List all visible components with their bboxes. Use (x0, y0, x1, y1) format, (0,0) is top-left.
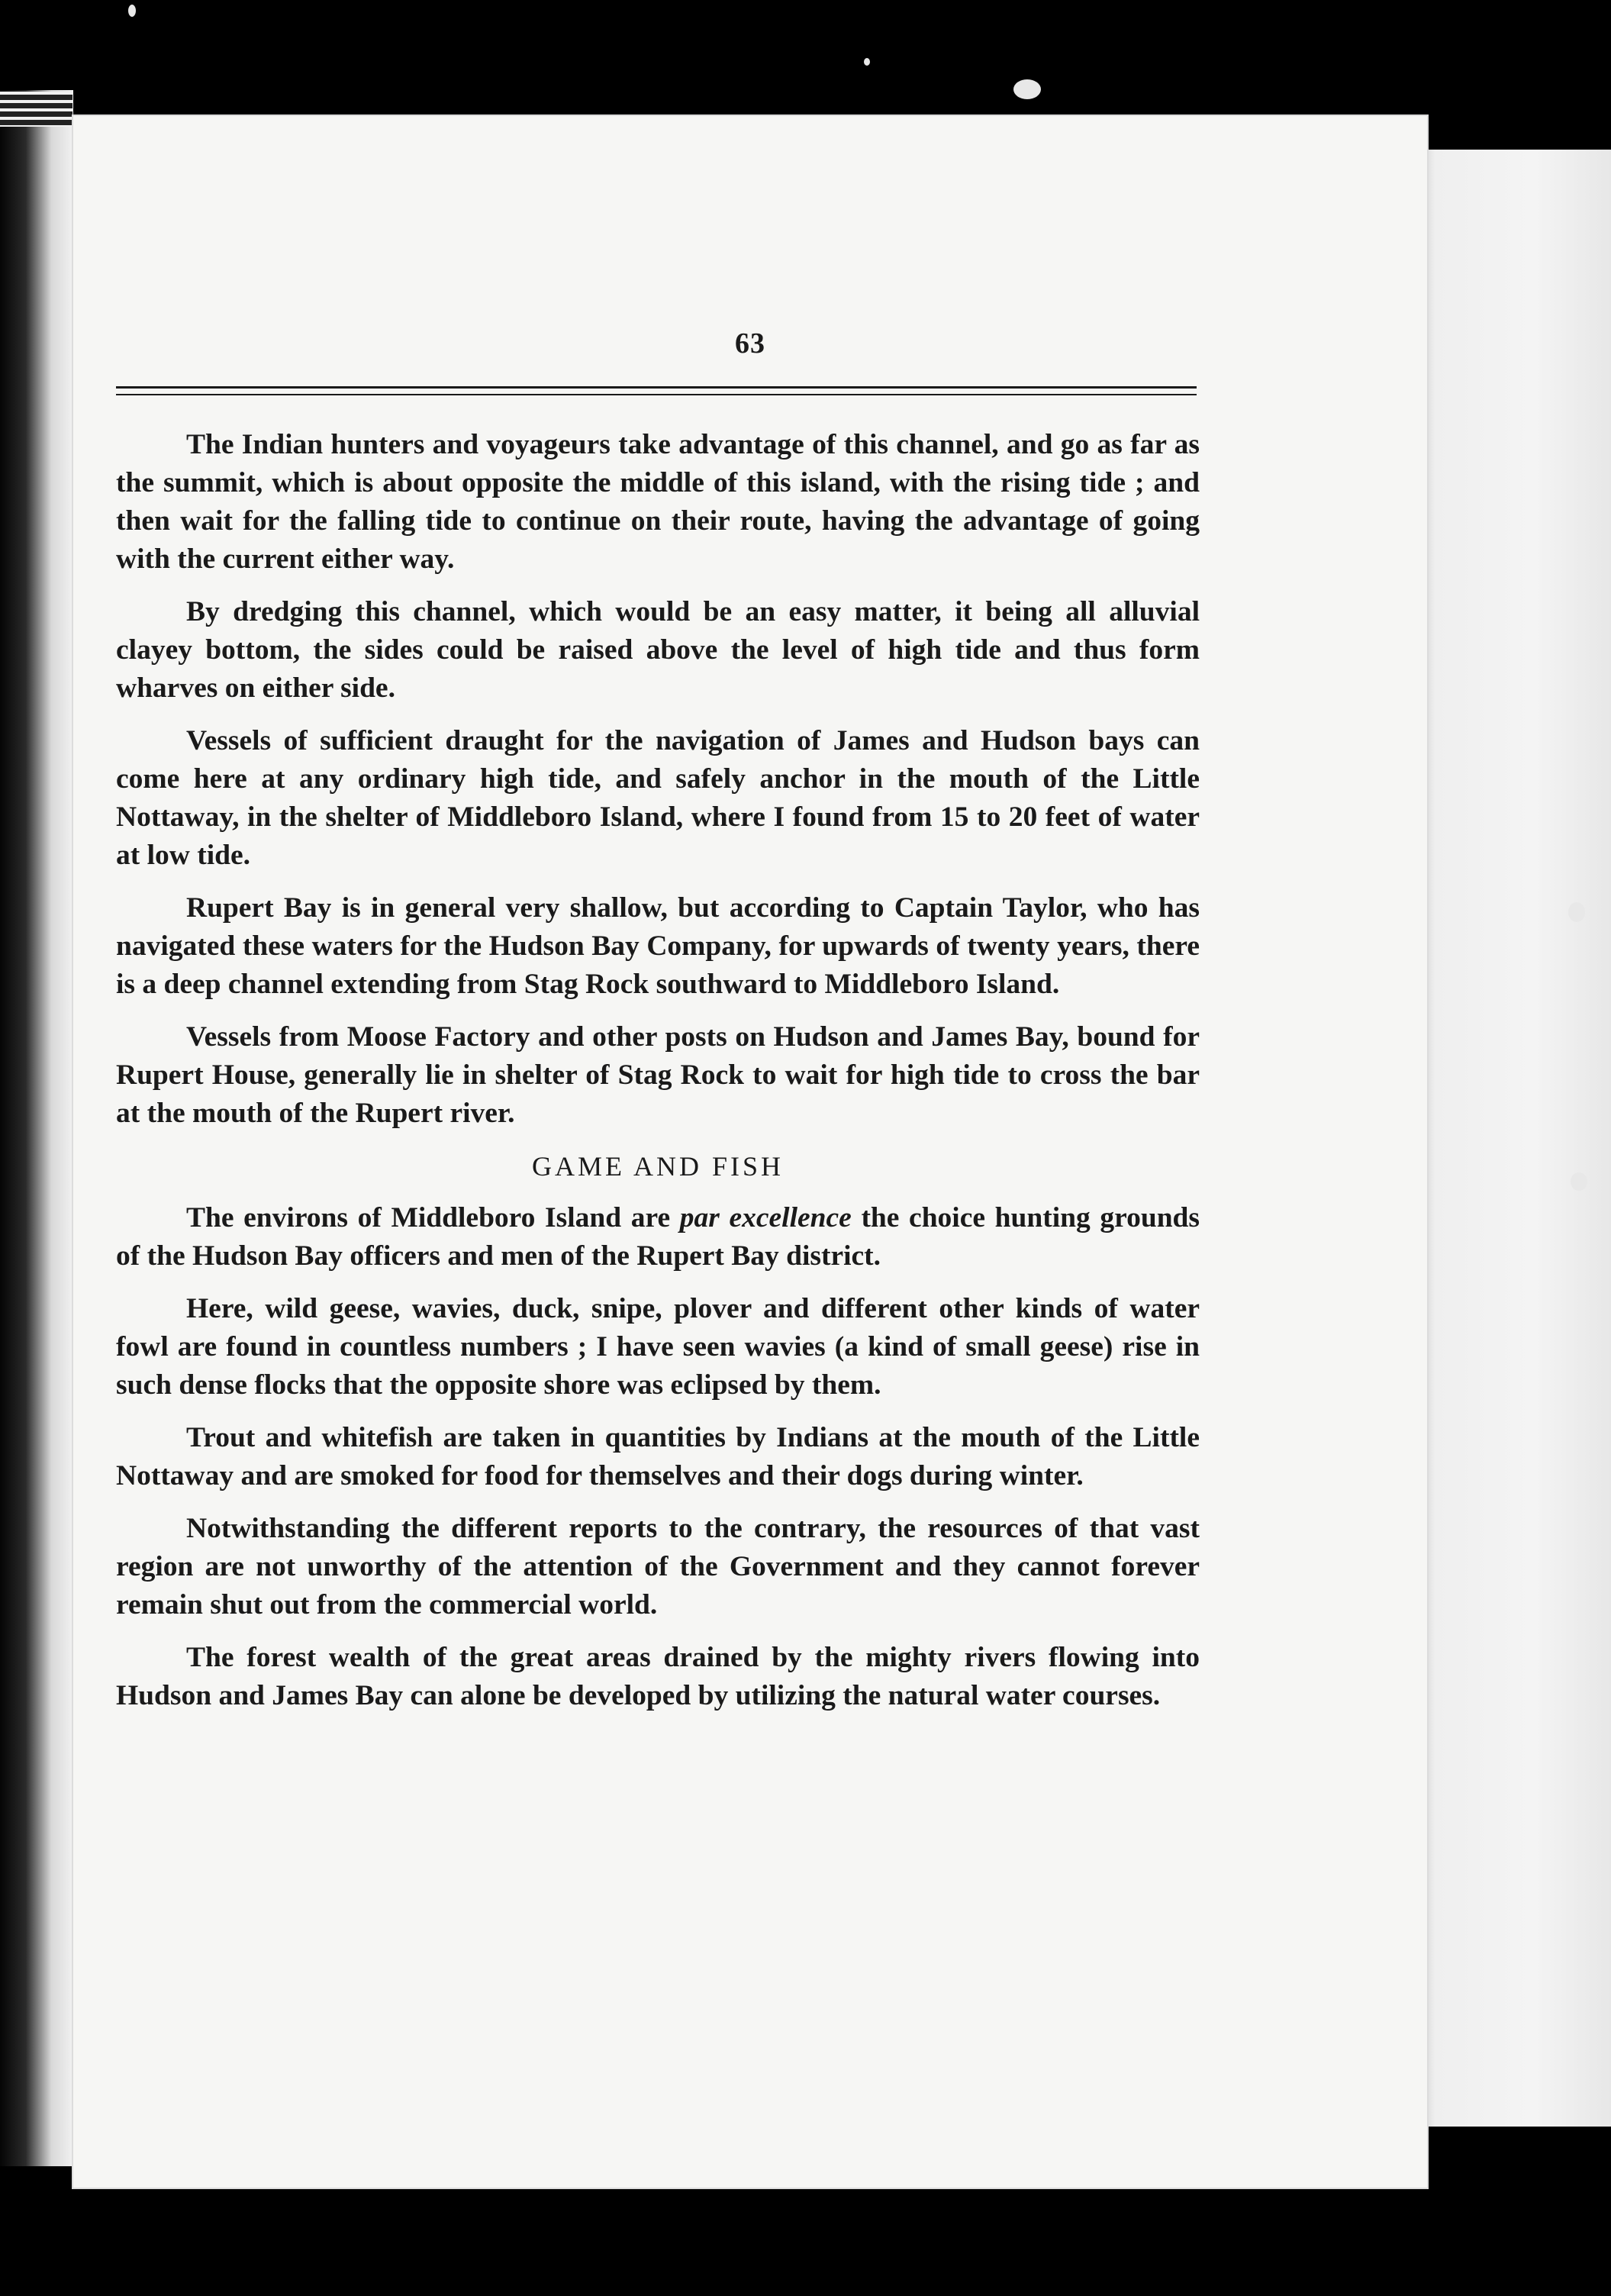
italic-phrase: par excellence (679, 1202, 852, 1233)
paragraph-rupert-bay: Rupert Bay is in general very shallow, but according to Captain Taylor, who has navigated these waters for the Hudson Bay Company, for upwards of twenty years, there is a deep channel extending from Stag Rock southward to Middleboro Island. (116, 892, 1200, 1000)
text-segment: The environs of Middleboro Island are (186, 1202, 671, 1233)
paragraph-moose-factory: Vessels from Moose Factory and other posts on Hudson and James Bay, bound for Rupert House, generally lie in shelter of Stag Rock to wait for high tide to cross the bar at the mouth of the Rupert river. (116, 1021, 1200, 1129)
paragraph-dredging: By dredging this channel, which would be an easy matter, it being all alluvial clayey bottom, the sides could be raised above the level of high tide and thus form wharves on either side. (116, 596, 1200, 704)
text-segment: the choice hunting grounds of the Hudson Bay officers and men of the Rupert Bay district. (116, 1202, 1200, 1272)
section-heading: GAME AND FISH (531, 1151, 785, 1182)
paragraph-trout-whitefish: Trout and whitefish are taken in quantities by Indians at the mouth of the Little Nottaway and are smoked for food for themselves and their dogs during winter. (116, 1422, 1200, 1491)
header-double-rule (116, 386, 1197, 395)
paragraph-vessels-anchor: Vessels of sufficient draught for the navigation of James and Hudson bays can come here at any ordinary high tide, and safely anchor in the mouth of the Little Nottaway, in the shelter of Middleboro Island, where I found from 15 to 20 feet of water at low tide. (116, 725, 1200, 871)
scan-speck (1571, 1172, 1587, 1191)
paragraph-channel-use: The Indian hunters and voyageurs take advantage of this channel, and go as far as the summit, which is about opposite the middle of this island, with the rising tide ; and then wait for the falling tide to continue on their route, having the advantage of going with the current either way. (116, 429, 1200, 575)
book-spine-edge (0, 90, 73, 2166)
paragraph-hunting-grounds (116, 1199, 1200, 1275)
book-page (72, 114, 1429, 2189)
next-page-edge (1419, 150, 1611, 2127)
scan-speck (1568, 902, 1585, 922)
paragraph-water-fowl: Here, wild geese, wavies, duck, snipe, plover and different other kinds of water fowl are found in countless numbers ; I have seen wavies (a kind of small geese) rise in such dense flocks that the opposite shore was eclipsed by them. (116, 1293, 1200, 1401)
paragraph-resources: Notwithstanding the different reports to the contrary, the resources of that vast region are not unworthy of the attention of the Government and they cannot forever remain shut out from the commercial world. (116, 1513, 1200, 1620)
book-spine-lines (0, 92, 72, 127)
page-number: 63 (735, 327, 765, 360)
page-body (116, 426, 1200, 1730)
paragraph-forest-wealth: The forest wealth of the great areas drained by the mighty rivers flowing into Hudson and James Bay can alone be developed by utilizing the natural water courses. (116, 1642, 1200, 1711)
scan-speck (128, 5, 136, 17)
scan-speck (864, 58, 870, 66)
scan-speck (1013, 79, 1041, 99)
